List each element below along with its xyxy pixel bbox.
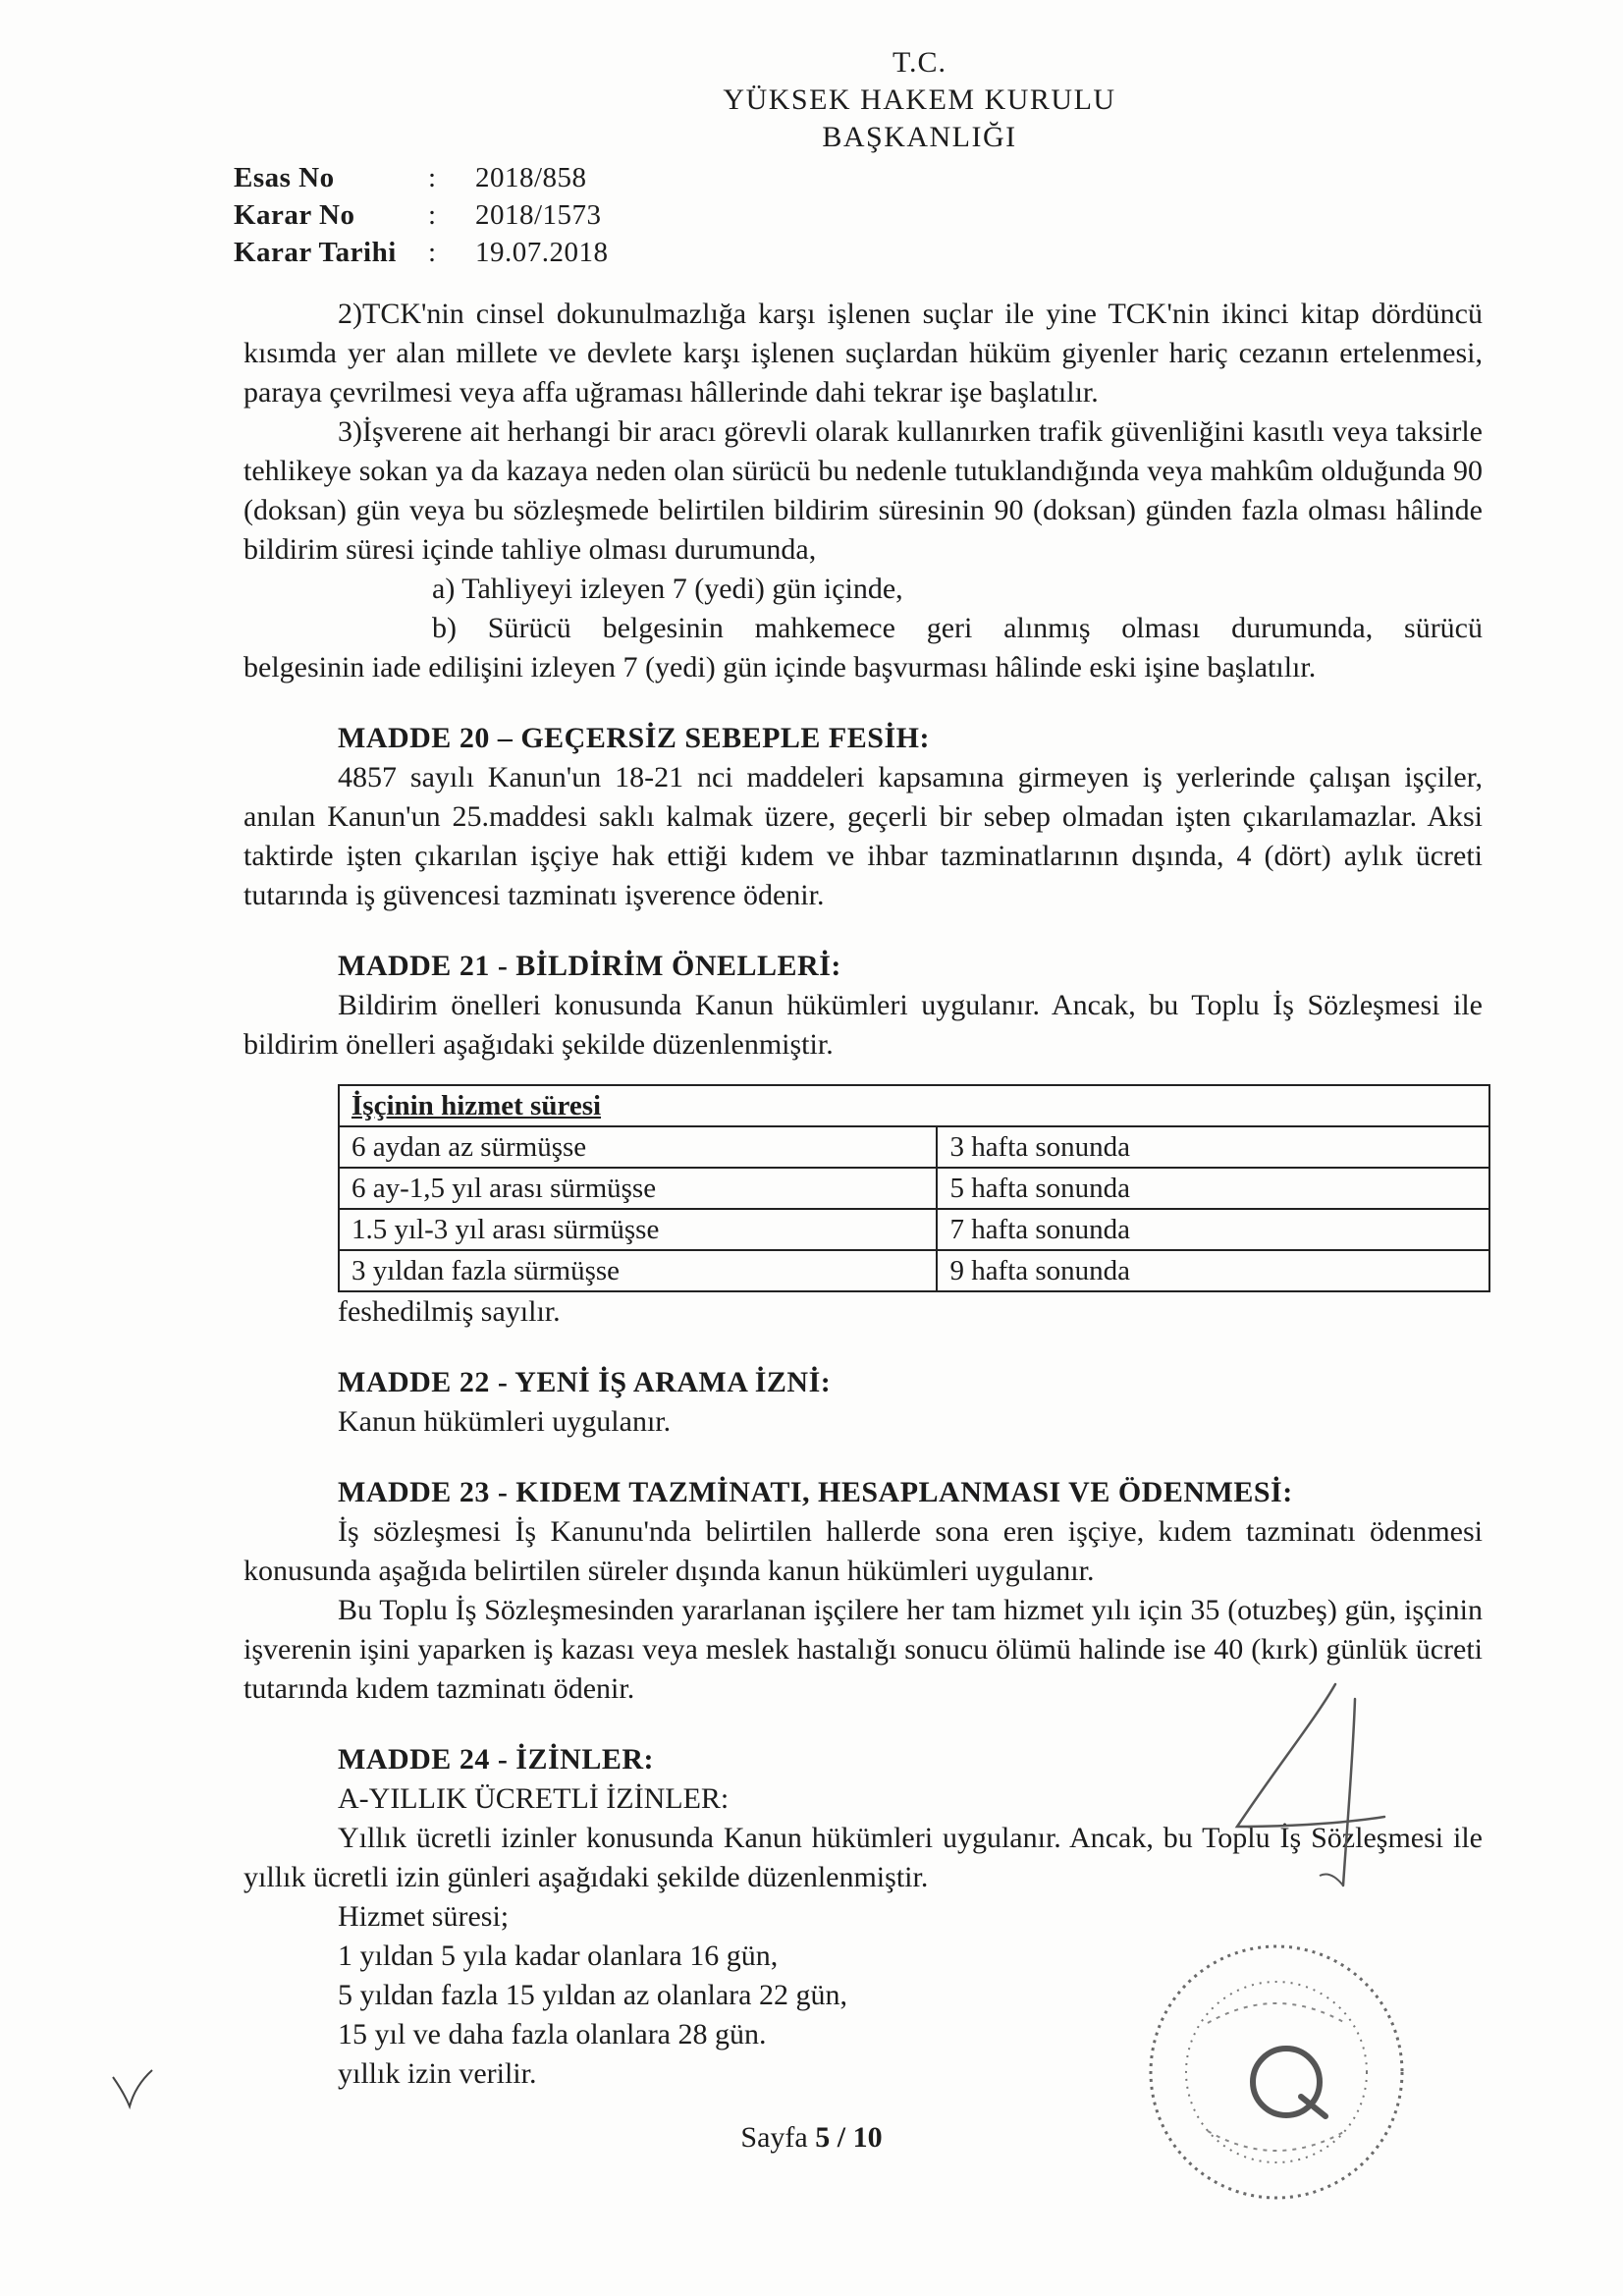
table-cell-notice: 9 hafta sonunda <box>937 1250 1489 1291</box>
madde-23-title: MADDE 23 - KIDEM TAZMİNATI, HESAPLANMASI VE ÖDENMESİ: <box>338 1476 1293 1508</box>
table-cell-notice: 7 hafta sonunda <box>937 1209 1489 1250</box>
table-cell-notice: 5 hafta sonunda <box>937 1168 1489 1209</box>
case-info-key: Esas No <box>234 162 335 193</box>
case-info-colon: : <box>428 162 437 193</box>
case-info-value: 2018/1573 <box>475 199 602 231</box>
page-label: Sayfa <box>740 2121 808 2154</box>
case-info-key: Karar No <box>234 199 355 231</box>
madde-24-text: Yıllık ücretli izinler konusunda Kanun hükümleri uygulanır. Ancak, bu Toplu İş Sözleşmesi ile yıllık ücretli izin günleri aşağıdaki şekilde düzenlenmiştir. <box>243 1822 1483 1893</box>
case-info <box>234 159 609 271</box>
official-stamp <box>1129 1925 1424 2219</box>
margin-check-mark <box>108 2062 157 2111</box>
paragraph-driver: 3)İşverene ait herhangi bir aracı görevli olarak kullanırken trafik güvenliğini kasıtlı veya taksirle tehlikeye sokan ya da kazaya neden olan sürücü bu nedenle tutuklandığında veya mahkûm olduğunda 90 (doksan) gün veya bu sözleşmede belirtilen bildirim süresinin 90 (doksan) günden fazla olması hâlinde bildirim süresi içinde tahliye olması durumunda, <box>243 415 1483 566</box>
case-info-key: Karar Tarihi <box>234 237 397 268</box>
leave-line: yıllık izin verilir. <box>338 2057 537 2090</box>
table-row <box>339 1126 1489 1168</box>
paragraph-item-a: a) Tahliyeyi izleyen 7 (yedi) gün içinde, <box>432 573 903 605</box>
case-info-row <box>234 196 609 234</box>
leave-line: 15 yıl ve daha fazla olanlara 28 gün. <box>338 2018 767 2050</box>
paragraph-tck: 2)TCK'nin cinsel dokunulmazlığa karşı işlenen suçlar ile yine TCK'nin ikinci kitap dördüncü kısımda yer alan millete ve devlete karşı işlenen suçlardan hüküm giyenler hariç cezanın ertelenmesi, paraya çevrilmesi veya affa uğraması hâllerinde dahi tekrar işe başlatılır. <box>243 298 1483 409</box>
table-cell-notice: 3 hafta sonunda <box>937 1126 1489 1168</box>
case-info-colon: : <box>428 237 437 268</box>
madde-20-text: 4857 sayılı Kanun'un 18-21 nci maddeleri kapsamına girmeyen iş yerlerinde çalışan işçiler, anılan Kanun'un 25.maddesi saklı kalmak üzere, geçerli bir sebep olmadan işten çıkarılamazlar. Aksi taktirde işten çıkarılan işçiye hak ettiği kıdem ve ihbar tazminatlarının dışında, 4 (dört) aylık ücreti tutarında iş güvencesi tazminatı işverence ödenir. <box>243 761 1483 911</box>
case-info-colon: : <box>428 199 437 231</box>
spacer <box>243 915 1483 947</box>
table-header-cell: İşçinin hizmet süresi <box>339 1085 1489 1126</box>
header-institution: YÜKSEK HAKEM KURULU <box>723 83 1116 116</box>
madde-23-text-1: İş sözleşmesi İş Kanunu'nda belirtilen hallerde sona eren işçiye, kıdem tazminatı ödenmesi konusunda aşağıda belirtilen süreler dışında kanun hükümleri uygulanır. <box>243 1515 1483 1587</box>
madde-22-title: MADDE 22 - YENİ İŞ ARAMA İZNİ: <box>338 1366 832 1398</box>
madde-20-title: MADDE 20 – GEÇERSİZ SEBEPLE FESİH: <box>338 722 930 754</box>
table-row <box>339 1250 1489 1291</box>
header-tc: T.C. <box>892 46 947 79</box>
case-info-row <box>234 159 609 196</box>
spacer <box>243 1332 1483 1363</box>
paragraph-item-b-continued: belgesinin iade edilişini izleyen 7 (yedi) gün içinde başvurması hâlinde eski işine başlatılır. <box>243 651 1317 683</box>
leave-line: 1 yıldan 5 yıla kadar olanlara 16 gün, <box>338 1940 779 1972</box>
table-cell-period: 1.5 yıl-3 yıl arası sürmüşse <box>339 1209 937 1250</box>
spacer <box>243 1442 1483 1473</box>
leave-line: Hizmet süresi; <box>338 1900 510 1933</box>
madde-23-text-2: Bu Toplu İş Sözleşmesinden yararlanan işçilere her tam hizmet yılı için 35 (otuzbeş) gün, işçinin işverenin işini yaparken iş kazası veya meslek hastalığı sonucu ölümü halinde ise 40 (kırk) günlük ücreti tutarında kıdem tazminatı ödenir. <box>243 1594 1483 1705</box>
madde-21-title: MADDE 21 - BİLDİRİM ÖNELLERİ: <box>338 950 841 982</box>
table-row <box>339 1209 1489 1250</box>
table-header-row <box>339 1085 1489 1126</box>
spacer <box>243 687 1483 719</box>
case-info-value: 19.07.2018 <box>475 237 609 268</box>
notice-period-table <box>338 1084 1490 1292</box>
madde-24-subtitle: A-YILLIK ÜCRETLİ İZİNLER: <box>338 1782 730 1815</box>
page-footer <box>0 2121 1623 2155</box>
leave-line: 5 yıldan fazla 15 yıldan az olanlara 22 gün, <box>338 1979 847 2011</box>
page-number: 5 / 10 <box>815 2121 883 2154</box>
madde-24-title: MADDE 24 - İZİNLER: <box>338 1743 655 1776</box>
document-header <box>0 44 1623 156</box>
madde-21-text: Bildirim önelleri konusunda Kanun hükümleri uygulanır. Ancak, bu Toplu İş Sözleşmesi ile bildirim önelleri aşağıdaki şekilde düzenlenmiştir. <box>243 989 1483 1061</box>
table-row <box>339 1168 1489 1209</box>
table-cell-period: 6 aydan az sürmüşse <box>339 1126 937 1168</box>
case-info-row <box>234 234 609 271</box>
table-cell-period: 3 yıldan fazla sürmüşse <box>339 1250 937 1291</box>
table-cell-period: 6 ay-1,5 yıl arası sürmüşse <box>339 1168 937 1209</box>
handwritten-signature <box>1217 1679 1394 1895</box>
header-office: BAŞKANLIĞI <box>822 121 1017 153</box>
madde-21-after: feshedilmiş sayılır. <box>338 1295 561 1328</box>
madde-22-text: Kanun hükümleri uygulanır. <box>338 1405 672 1438</box>
case-info-value: 2018/858 <box>475 162 587 193</box>
paragraph-item-b: b) Sürücü belgesinin mahkemece geri alınmış olması durumunda, sürücü <box>432 612 1483 644</box>
